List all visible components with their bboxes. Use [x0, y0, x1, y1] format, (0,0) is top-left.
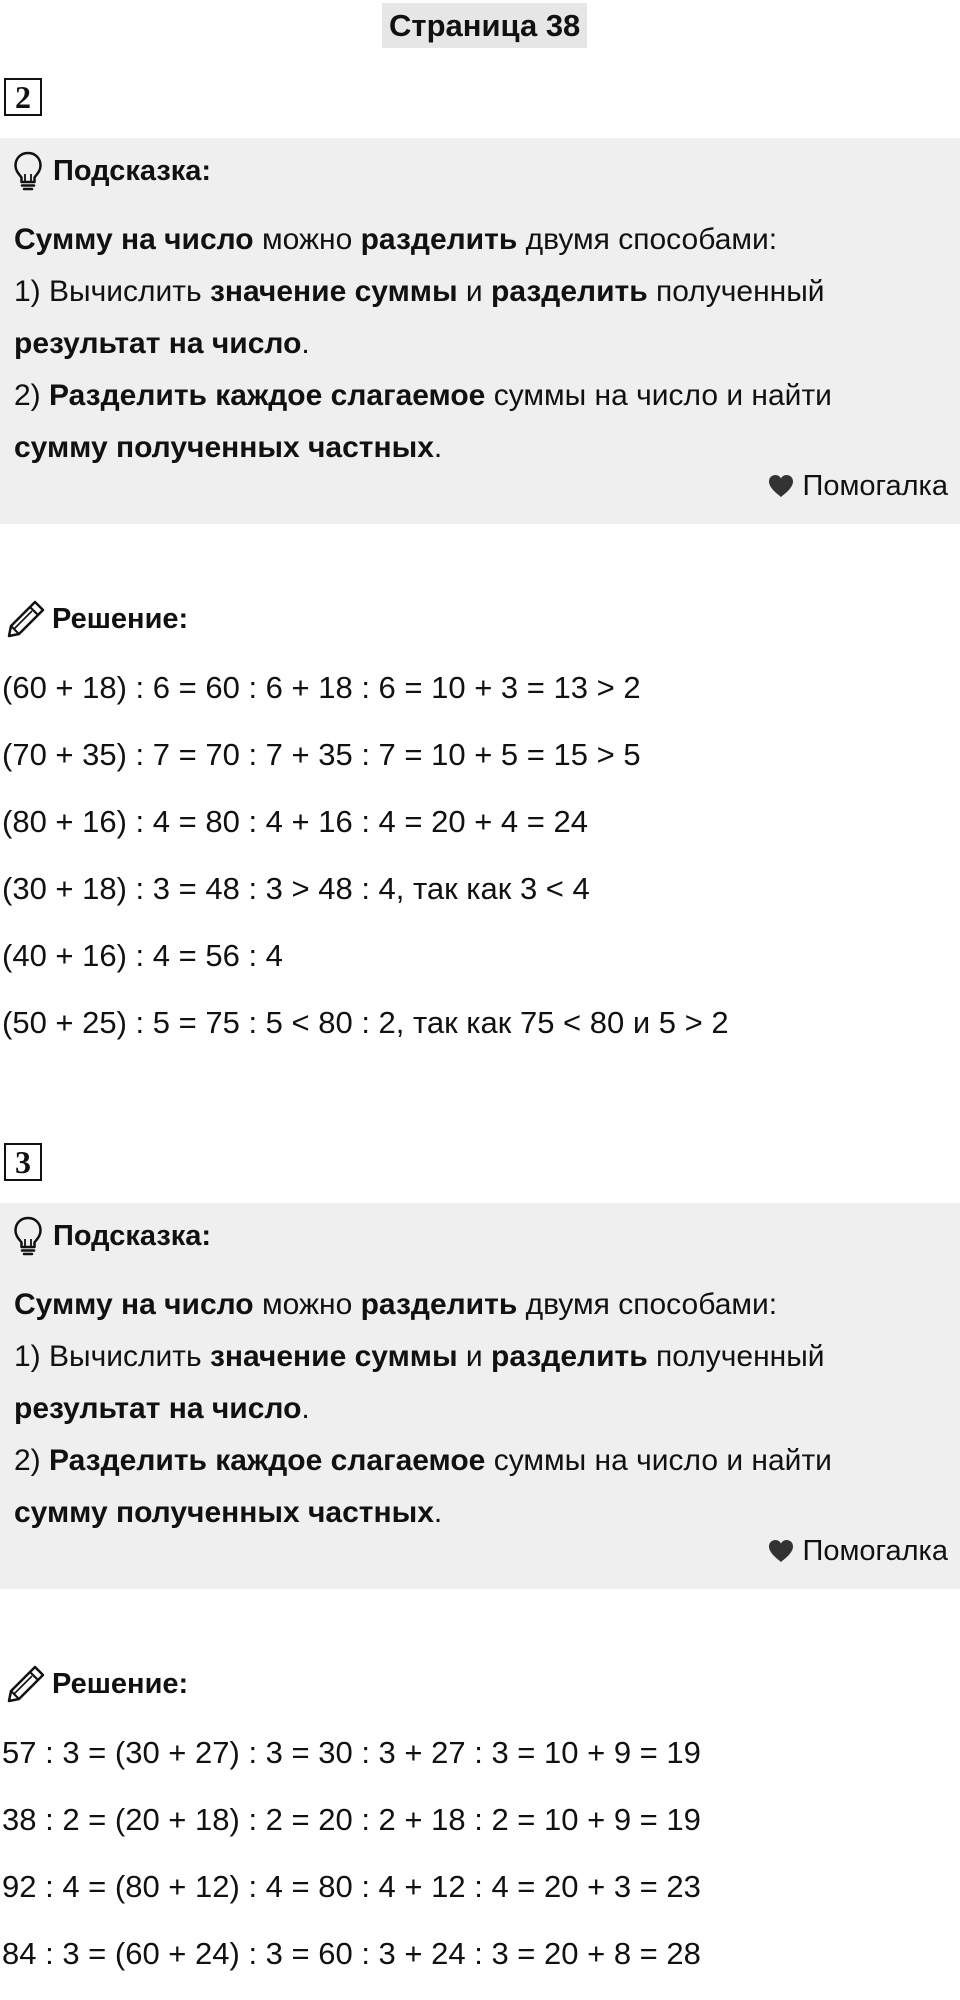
hint-line: сумму полученных частных.	[14, 1496, 443, 1529]
hint-line: 2) Разделить каждое слагаемое суммы на число и найти	[14, 1444, 832, 1477]
hint-text	[14, 214, 944, 474]
solution-line: (50 + 25) : 5 = 75 : 5 < 80 : 2, так как 75 < 80 и 5 > 2	[2, 1005, 729, 1040]
solution-header-task-2	[6, 595, 188, 643]
solution-line: 38 : 2 = (20 + 18) : 2 = 20 : 2 + 18 : 2 = 10 + 9 = 19	[2, 1802, 701, 1837]
hint-line: сумму полученных частных.	[14, 431, 443, 464]
solution-line: (60 + 18) : 6 = 60 : 6 + 18 : 6 = 10 + 3 = 13 > 2	[2, 670, 641, 705]
pencil-icon	[6, 1664, 46, 1704]
hint-line: 1) Вычислить значение суммы и разделить полученный	[14, 1340, 825, 1373]
heart-icon	[767, 473, 803, 499]
hint-header	[13, 1213, 211, 1259]
brand-link[interactable]	[767, 1531, 948, 1571]
hint-line: Сумму на число можно разделить двумя способами:	[14, 1288, 778, 1321]
solution-title: Решение:	[52, 1667, 189, 1700]
hint-line: 2) Разделить каждое слагаемое суммы на число и найти	[14, 379, 832, 412]
solution-line: 84 : 3 = (60 + 24) : 3 = 60 : 3 + 24 : 3 = 20 + 8 = 28	[2, 1936, 701, 1971]
solution-title: Решение:	[52, 602, 189, 635]
hint-title: Подсказка:	[53, 1219, 212, 1252]
solution-line: (70 + 35) : 7 = 70 : 7 + 35 : 7 = 10 + 5 = 15 > 5	[2, 737, 641, 772]
hint-line: результат на число.	[14, 327, 310, 360]
solution-line: 92 : 4 = (80 + 12) : 4 = 80 : 4 + 12 : 4 = 20 + 3 = 23	[2, 1869, 701, 1904]
hint-box-task-2	[0, 138, 960, 524]
solution-line: (80 + 16) : 4 = 80 : 4 + 16 : 4 = 20 + 4 = 24	[2, 804, 588, 839]
hint-line: 1) Вычислить значение суммы и разделить полученный	[14, 275, 825, 308]
brand-label: Помогалка	[802, 469, 948, 502]
pencil-icon	[6, 599, 46, 639]
solution-line: (40 + 16) : 4 = 56 : 4	[2, 938, 283, 973]
hint-box-task-3	[0, 1203, 960, 1589]
hint-text	[14, 1279, 944, 1539]
solution-line: 57 : 3 = (30 + 27) : 3 = 30 : 3 + 27 : 3 = 10 + 9 = 19	[2, 1735, 701, 1770]
hint-line: Сумму на число можно разделить двумя способами:	[14, 223, 778, 256]
solution-header-task-3	[6, 1660, 188, 1708]
task-number-2: 2	[4, 78, 42, 116]
lightbulb-icon	[13, 151, 43, 191]
brand-link[interactable]	[767, 466, 948, 506]
hint-line: результат на число.	[14, 1392, 310, 1425]
hint-header	[13, 148, 211, 194]
heart-icon	[767, 1538, 803, 1564]
page-title: Страница 38	[382, 3, 587, 48]
task-number-3: 3	[4, 1143, 42, 1181]
solution-line: (30 + 18) : 3 = 48 : 3 > 48 : 4, так как 3 < 4	[2, 871, 590, 906]
brand-label: Помогалка	[802, 1534, 948, 1567]
lightbulb-icon	[13, 1216, 43, 1256]
hint-title: Подсказка:	[53, 154, 212, 187]
